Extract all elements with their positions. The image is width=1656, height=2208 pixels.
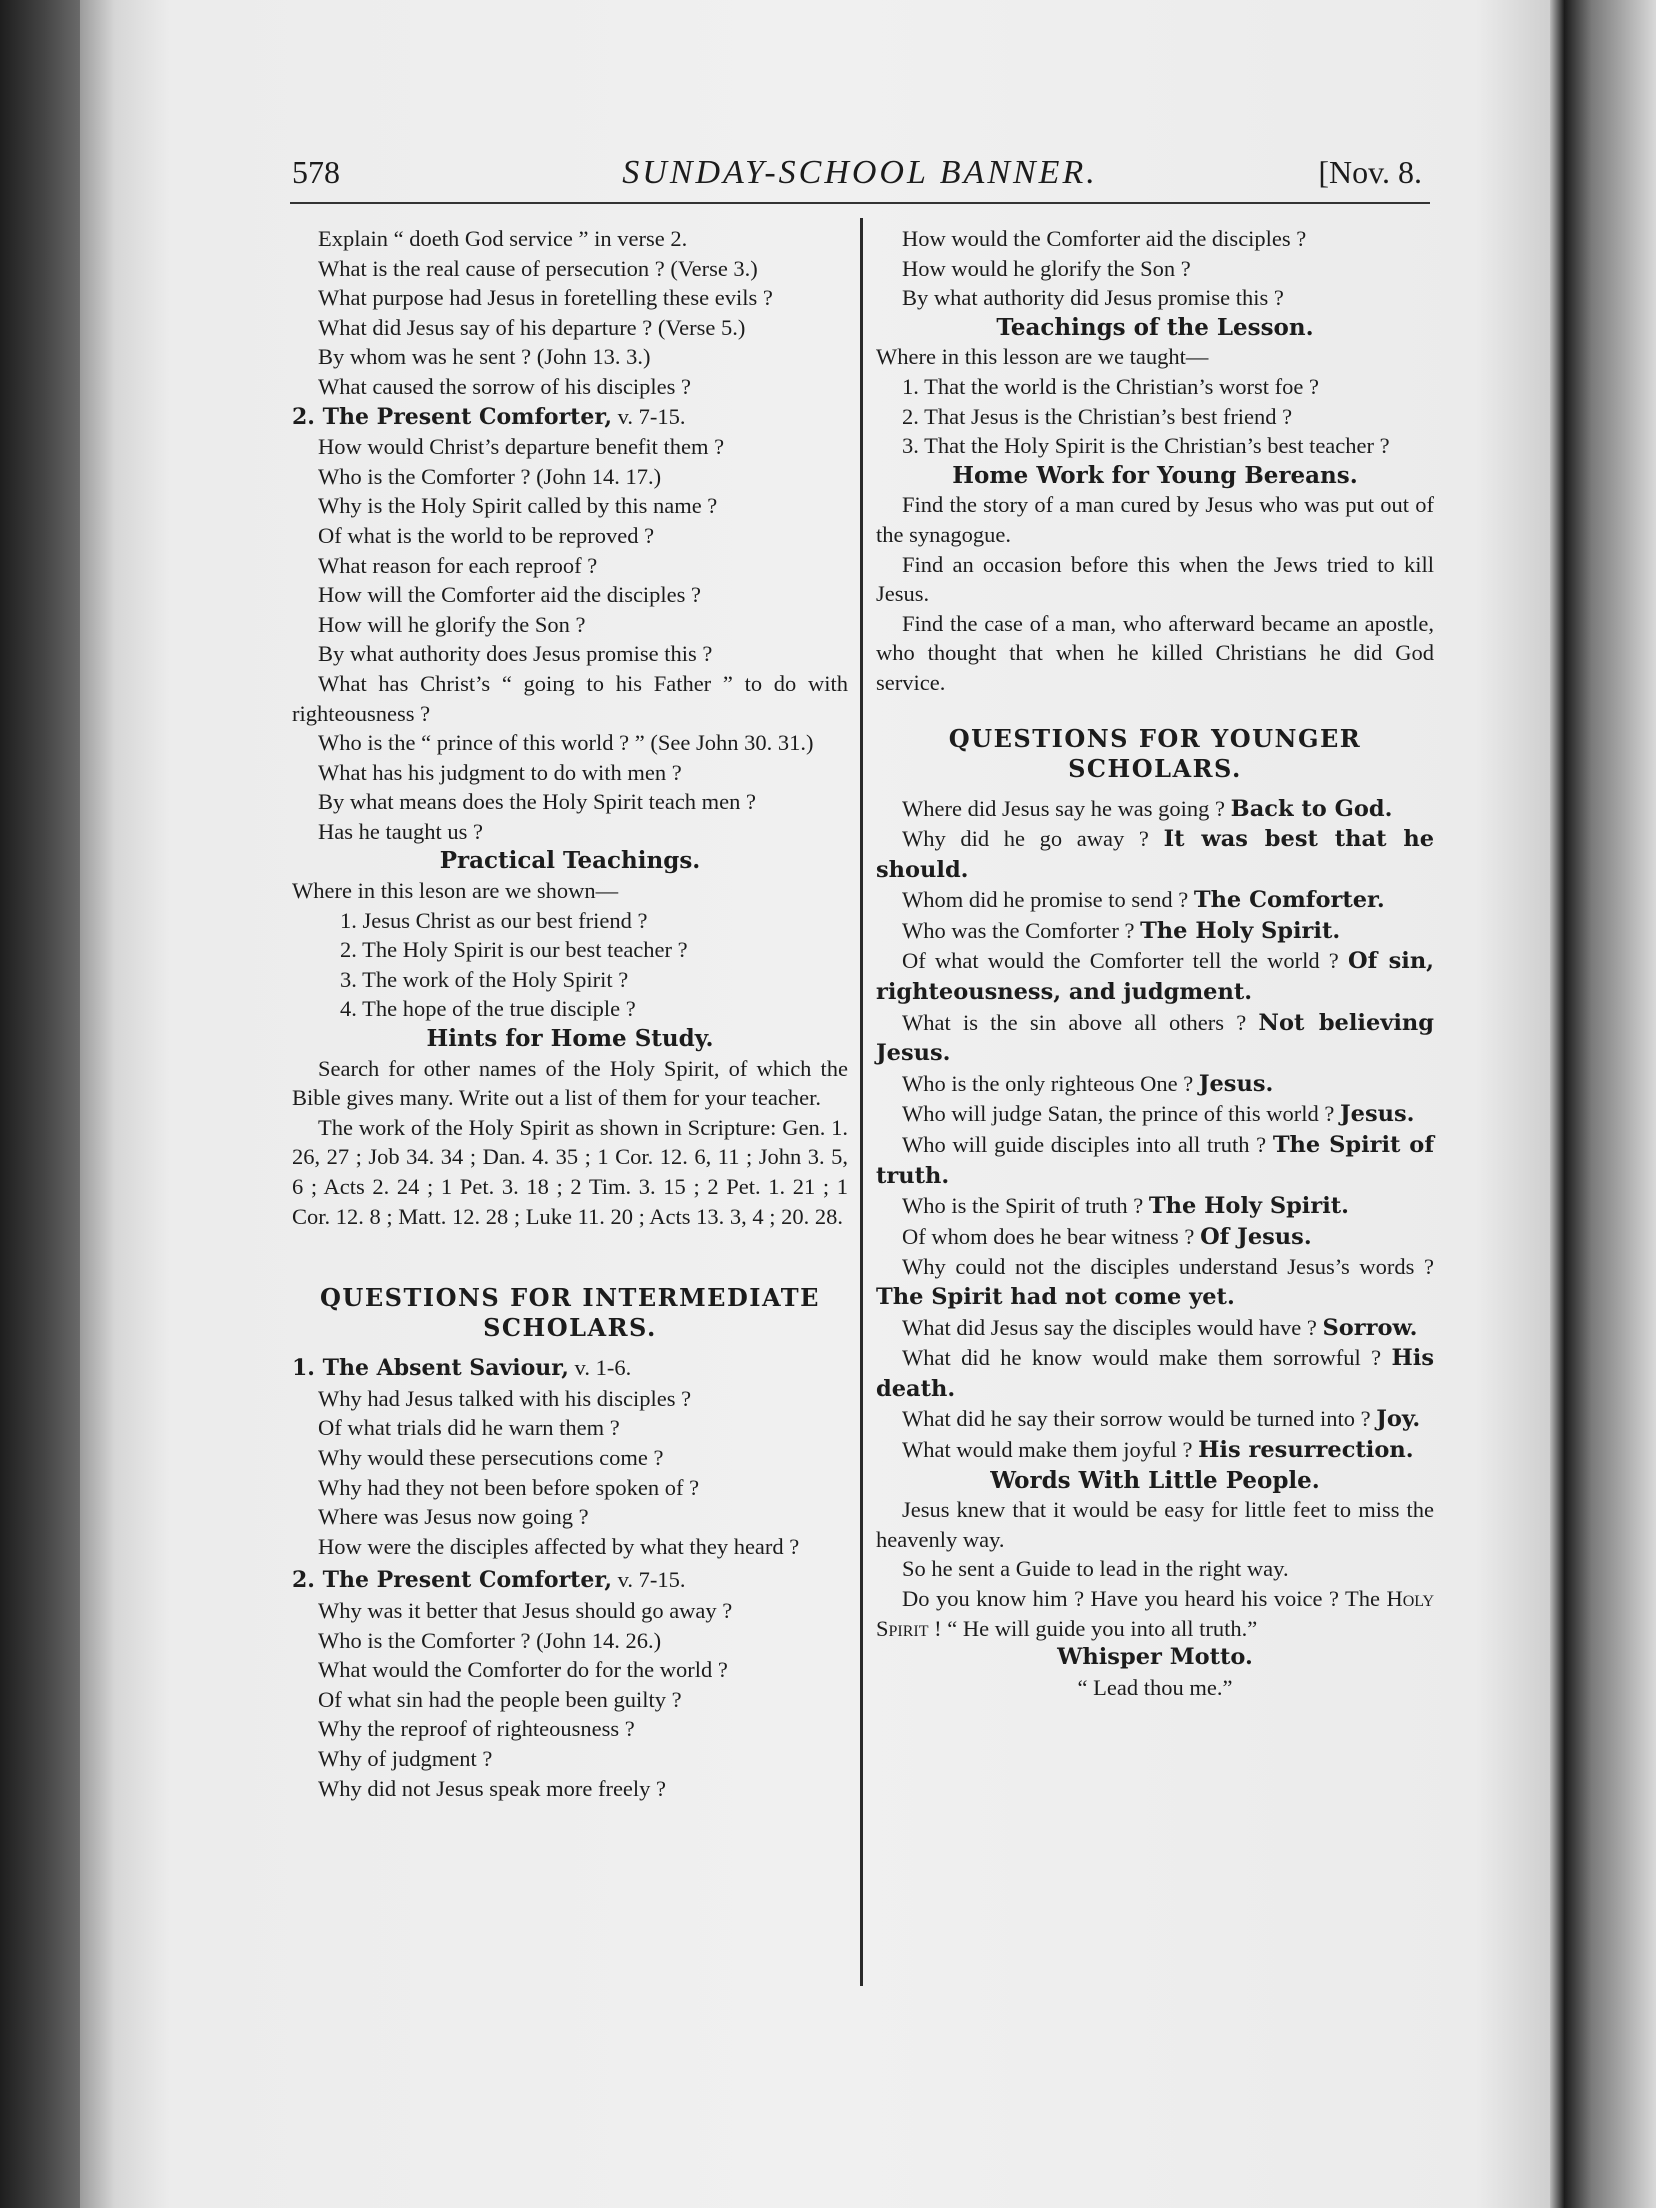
qa-answer: Jesus. xyxy=(1340,1101,1415,1128)
qa-question: Who is the Spirit of truth ? xyxy=(902,1193,1144,1219)
list-item: 3. That the Holy Spirit is the Christian’s best teacher ? xyxy=(902,433,1390,459)
qa-answer: Jesus. xyxy=(1198,1070,1274,1097)
qa-question: Whom did he promise to send ? xyxy=(902,887,1189,913)
qa-answer: It was best that he should. xyxy=(876,826,1435,883)
question: Why had Jesus talked with his disciples ? xyxy=(318,1385,692,1411)
qa-answer: Of sin, righteousness, and judgment. xyxy=(876,948,1435,1006)
paragraph: Find the story of a man cured by Jesus who was put out of the synagogue. xyxy=(876,492,1434,547)
section-heading xyxy=(292,1353,848,1384)
section-title: 2. The Present Comforter, xyxy=(292,1567,612,1594)
qa-question: Who is the only righteous One ? xyxy=(902,1070,1194,1096)
book-binding-left xyxy=(0,0,80,2208)
section-title: 2. The Present Comforter, xyxy=(292,403,612,430)
header-rule xyxy=(290,202,1430,204)
intermediate-heading-line2: SCHOLARS. xyxy=(483,1313,657,1343)
qa-item xyxy=(876,1343,1434,1404)
issue-date: [Nov. 8. xyxy=(1318,154,1422,190)
paragraph: Search for other names of the Holy Spirit, of which the Bible gives many. Write out a list of them for your teacher. xyxy=(292,1055,848,1111)
practical-intro: Where in this leson are we shown— xyxy=(292,878,619,904)
qa-question: Who will judge Satan, the prince of this world ? xyxy=(902,1101,1335,1127)
question: Who is the Comforter ? (John 14. 17.) xyxy=(318,463,662,489)
qa-question: What did he say their sorrow would be turned into ? xyxy=(902,1406,1371,1432)
question: How would Christ’s departure benefit them ? xyxy=(318,434,725,460)
right-column xyxy=(876,224,1434,1702)
paragraph: Jesus knew that it would be easy for little feet to miss the heavenly way. xyxy=(876,1497,1434,1552)
question: What has his judgment to do with men ? xyxy=(318,759,682,785)
hints-heading: Hints for Home Study. xyxy=(426,1025,714,1053)
question: What did Jesus say of his departure ? (Verse 5.) xyxy=(318,314,746,340)
qa-answer: Sorrow. xyxy=(1322,1314,1418,1341)
section-heading xyxy=(292,402,848,433)
qa-answer: His death. xyxy=(876,1345,1434,1402)
qa-item xyxy=(876,1008,1434,1069)
question: What is the real cause of persecution ? (Verse 3.) xyxy=(318,255,758,281)
qa-item xyxy=(876,1222,1434,1253)
question: Why was it better that Jesus should go away ? xyxy=(318,1597,733,1623)
question: How would he glorify the Son ? xyxy=(902,255,1191,281)
question: By what authority does Jesus promise this ? xyxy=(318,641,713,667)
column-divider xyxy=(860,218,863,1986)
list-item: 3. The work of the Holy Spirit ? xyxy=(340,966,629,992)
page-gutter-shadow xyxy=(1550,0,1564,2208)
practical-teachings-heading: Practical Teachings. xyxy=(439,847,701,875)
qa-item xyxy=(876,885,1434,916)
qa-answer: Joy. xyxy=(1376,1406,1421,1433)
qa-item xyxy=(876,1435,1434,1466)
section-verse: v. 7-15. xyxy=(611,1567,686,1593)
section-heading xyxy=(292,1565,848,1596)
question: How would the Comforter aid the disciples ? xyxy=(902,226,1307,251)
qa-item xyxy=(876,824,1434,885)
page-header xyxy=(290,150,1430,200)
next-page-edge xyxy=(1564,0,1656,2208)
question: Of what is the world to be reproved ? xyxy=(318,522,655,548)
question: Who is the Comforter ? (John 14. 26.) xyxy=(318,1627,662,1653)
running-title: SUNDAY-SCHOOL BANNER. xyxy=(622,154,1098,191)
younger-heading-line2: SCHOLARS. xyxy=(1068,753,1242,783)
qa-question: Who will guide disciples into all truth ? xyxy=(902,1132,1267,1158)
question: What caused the sorrow of his disciples ? xyxy=(318,373,692,399)
qa-question: Who was the Comforter ? xyxy=(902,917,1135,943)
question: By what means does the Holy Spirit teach men ? xyxy=(318,789,757,815)
question: What purpose had Jesus in foretelling these evils ? xyxy=(318,285,773,311)
teachings-heading: Teachings of the Lesson. xyxy=(996,313,1314,341)
qa-item xyxy=(876,1191,1434,1222)
qa-item xyxy=(876,1069,1434,1100)
left-column xyxy=(292,224,848,1803)
qa-question: What did he know would make them sorrowful ? xyxy=(902,1345,1382,1371)
qa-item xyxy=(876,1099,1434,1130)
section-verse: v. 7-15. xyxy=(611,403,686,429)
paragraph: The work of the Holy Spirit as shown in Scripture: Gen. 1. 26, 27 ; Job 34. 34 ; Dan. 4. 35 ; 1 Cor. 12. 6, 11 ; John 3. 5, 6 ; Acts 2. 24 ; 1 Pet. 3. 18 ; 2 Tim. 3. 15 ; 2 Pet. 1. 21 ; 1 Cor. 12. 8 ; Matt. 12. 28 ; Luke 11. 20 ; Acts 13. 3, 4 ; 20. 28. xyxy=(292,1114,848,1229)
paragraph xyxy=(876,1584,1434,1643)
question: By what authority did Jesus promise this ? xyxy=(902,285,1284,311)
qa-answer: Back to God. xyxy=(1230,795,1393,822)
text-run: ! “ He will guide you into all truth.” xyxy=(928,1615,1258,1641)
qa-answer: The Spirit of truth. xyxy=(876,1132,1434,1189)
section-title: 1. The Absent Saviour, xyxy=(292,1355,569,1382)
question: Has he taught us ? xyxy=(318,818,483,844)
qa-item xyxy=(876,916,1434,947)
qa-answer: The Holy Spirit. xyxy=(1140,917,1341,944)
younger-qa-list xyxy=(876,794,1434,1466)
qa-item xyxy=(876,1252,1434,1312)
question: What would the Comforter do for the world ? xyxy=(318,1657,728,1683)
question: Why did not Jesus speak more freely ? xyxy=(318,1775,667,1801)
qa-item xyxy=(876,1313,1434,1344)
paragraph: Find an occasion before this when the Jews tried to kill Jesus. xyxy=(876,551,1434,607)
qa-answer: His resurrection. xyxy=(1198,1436,1414,1463)
list-item: 4. The hope of the true disciple ? xyxy=(340,996,636,1022)
qa-question: Of what would the Comforter tell the world ? xyxy=(902,948,1339,974)
question: Why is the Holy Spirit called by this name ? xyxy=(318,493,718,519)
text-run: Do you know him ? Have you heard his voice ? The xyxy=(902,1585,1387,1611)
paragraph: Find the case of a man, who afterward became an apostle, who thought that when he killed Christians he did God service. xyxy=(876,610,1434,695)
holy-spirit-smallcaps: Holy Spirit xyxy=(876,1585,1434,1641)
question: What reason for each reproof ? xyxy=(318,552,598,578)
home-work-heading: Home Work for Young Bereans. xyxy=(952,461,1358,489)
qa-item xyxy=(876,946,1434,1007)
qa-answer: The Spirit had not come yet. xyxy=(876,1284,1235,1310)
qa-question: Where did Jesus say he was going ? xyxy=(902,795,1226,821)
whisper-motto-text: “ Lead thou me.” xyxy=(1077,1674,1233,1700)
question: Of what sin had the people been guilty ? xyxy=(318,1686,682,1712)
little-people-heading: Words With Little People. xyxy=(990,1466,1320,1494)
qa-question: Why did he go away ? xyxy=(902,826,1149,852)
question: How were the disciples affected by what they heard ? xyxy=(318,1533,800,1559)
qa-item xyxy=(876,1130,1434,1191)
question: What has Christ’s “ going to his Father ” to do with righteousness ? xyxy=(292,670,848,726)
question: How will the Comforter aid the disciples ? xyxy=(318,582,702,608)
question: Why of judgment ? xyxy=(318,1745,493,1771)
list-item: 1. Jesus Christ as our best friend ? xyxy=(340,907,648,933)
question: Where was Jesus now going ? xyxy=(318,1504,589,1530)
list-item: 2. The Holy Spirit is our best teacher ? xyxy=(340,937,688,963)
qa-answer: Not believing Jesus. xyxy=(876,1009,1434,1067)
list-item: 1. That the world is the Christian’s worst foe ? xyxy=(902,373,1320,399)
question: Why would these persecutions come ? xyxy=(318,1444,664,1470)
qa-answer: The Comforter. xyxy=(1193,887,1385,914)
younger-heading: QUESTIONS FOR YOUNGER xyxy=(948,723,1362,753)
question: Of what trials did he warn them ? xyxy=(318,1415,620,1441)
question: How will he glorify the Son ? xyxy=(318,611,586,637)
qa-question: What is the sin above all others ? xyxy=(902,1009,1247,1035)
qa-item xyxy=(876,1404,1434,1435)
qa-question: What would make them joyful ? xyxy=(902,1436,1193,1462)
question: Why had they not been before spoken of ? xyxy=(318,1474,700,1500)
question: By whom was he sent ? (John 13. 3.) xyxy=(318,344,651,370)
qa-answer: Of Jesus. xyxy=(1200,1223,1312,1250)
paragraph: So he sent a Guide to lead in the right way. xyxy=(902,1556,1289,1582)
page-number: 578 xyxy=(292,154,340,190)
qa-item xyxy=(876,794,1434,825)
section-verse: v. 1-6. xyxy=(568,1355,632,1381)
teachings-intro: Where in this lesson are we taught— xyxy=(876,344,1209,370)
question: Explain “ doeth God service ” in verse 2. xyxy=(318,226,688,251)
qa-question: What did Jesus say the disciples would have ? xyxy=(902,1314,1317,1340)
qa-question: Why could not the disciples understand Jesus’s words ? xyxy=(902,1254,1434,1280)
whisper-motto-heading: Whisper Motto. xyxy=(1057,1644,1253,1671)
question: Who is the “ prince of this world ? ” (See John 30. 31.) xyxy=(318,730,814,756)
question: Why the reproof of righteousness ? xyxy=(318,1716,635,1742)
qa-question: Of whom does he bear witness ? xyxy=(902,1223,1195,1249)
qa-answer: The Holy Spirit. xyxy=(1148,1193,1349,1220)
list-item: 2. That Jesus is the Christian’s best friend ? xyxy=(902,403,1293,429)
intermediate-heading: QUESTIONS FOR INTERMEDIATE xyxy=(320,1283,820,1313)
